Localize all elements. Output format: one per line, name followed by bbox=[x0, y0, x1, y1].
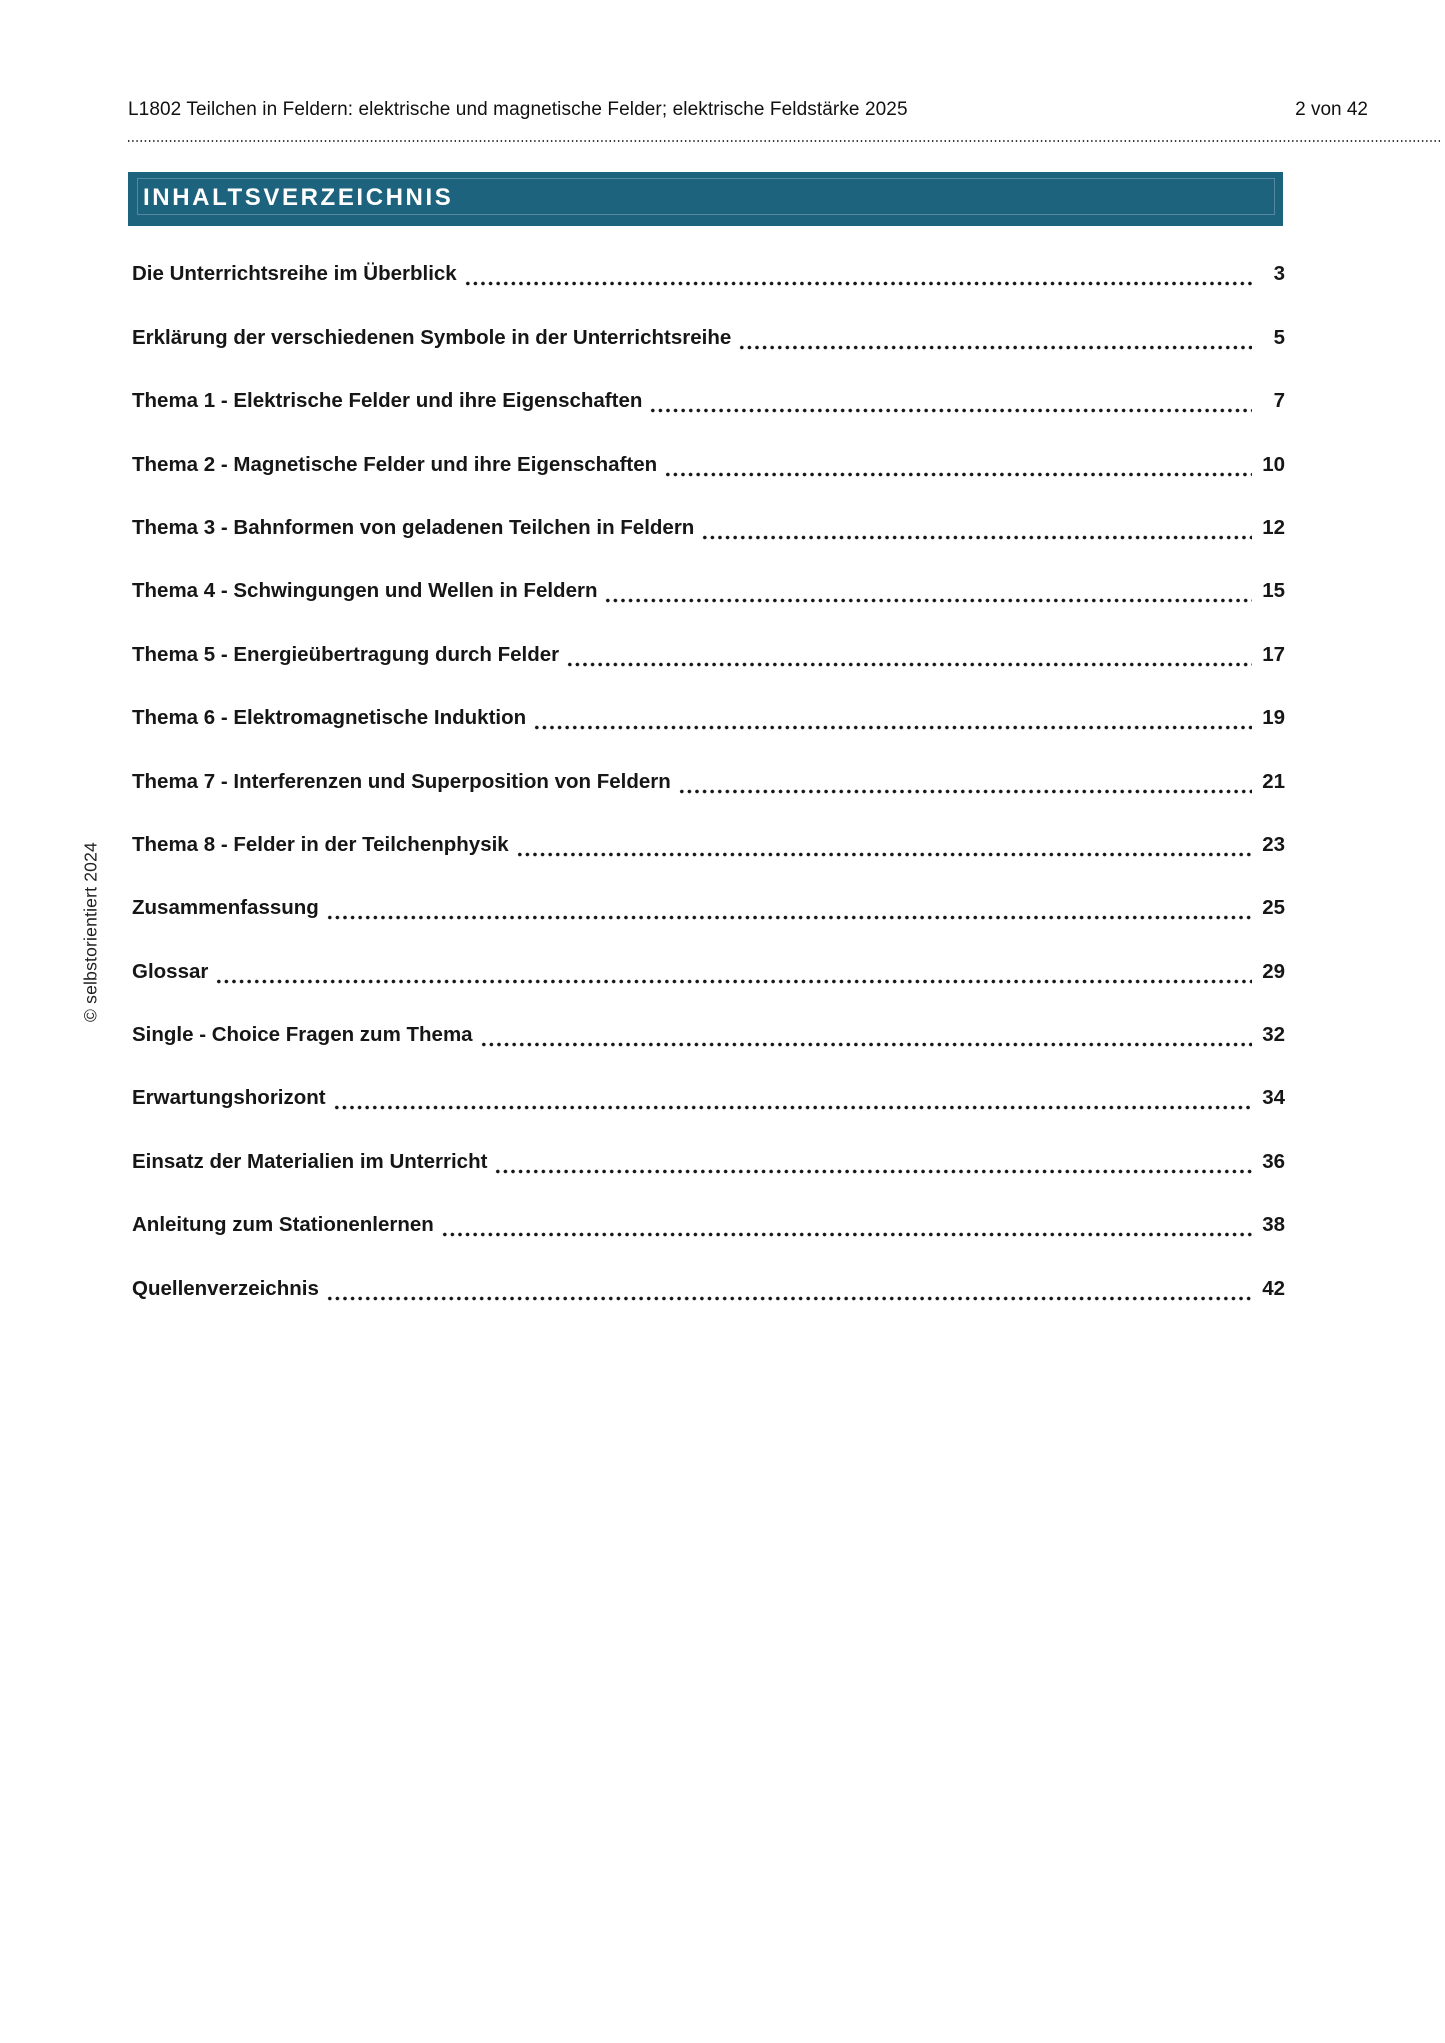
toc-entry-row bbox=[132, 1190, 1285, 1253]
toc-entry-label: Thema 3 - Bahnformen von geladenen Teilchen in Feldern bbox=[132, 515, 695, 539]
toc-entry-row bbox=[132, 366, 1285, 429]
toc-entry-row bbox=[132, 302, 1285, 365]
toc-dot-leader bbox=[441, 1211, 1252, 1237]
toc-entry-label: Single - Choice Fragen zum Thema bbox=[132, 1023, 473, 1047]
toc-dot-leader bbox=[738, 324, 1252, 350]
toc-dot-leader bbox=[333, 1084, 1252, 1110]
toc-entry-page-number: 32 bbox=[1262, 1023, 1285, 1047]
toc-entry-row bbox=[132, 239, 1285, 302]
toc-entry-page-number: 42 bbox=[1262, 1276, 1285, 1300]
toc-entry-page-number: 29 bbox=[1262, 959, 1285, 983]
toc-dot-leader bbox=[533, 704, 1252, 730]
toc-entry-row bbox=[132, 746, 1285, 809]
toc-entry-page-number: 21 bbox=[1262, 769, 1285, 793]
toc-dot-leader bbox=[649, 387, 1252, 413]
toc-entry-label: Thema 4 - Schwingungen und Wellen in Feldern bbox=[132, 579, 598, 603]
toc-entry-row bbox=[132, 1253, 1285, 1316]
toc-entry-page-number: 3 bbox=[1273, 262, 1285, 286]
toc-entry-label: Erklärung der verschiedenen Symbole in der Unterrichtsreihe bbox=[132, 325, 732, 349]
toc-dot-leader bbox=[566, 641, 1252, 667]
toc-entry-row bbox=[132, 1063, 1285, 1126]
toc-entry-label: Glossar bbox=[132, 959, 209, 983]
toc-entry-page-number: 23 bbox=[1262, 832, 1285, 856]
toc-entry-label: Thema 6 - Elektromagnetische Induktion bbox=[132, 706, 527, 730]
toc-entry-page-number: 38 bbox=[1262, 1213, 1285, 1237]
toc-heading-label: INHALTSVERZEICHNIS bbox=[143, 183, 454, 211]
page-number-indicator: 2 von 42 bbox=[1295, 99, 1368, 120]
toc-entry-label: Thema 1 - Elektrische Felder und ihre Eigenschaften bbox=[132, 389, 643, 413]
running-header bbox=[128, 98, 1368, 123]
toc-entry-label: Die Unterrichtsreihe im Überblick bbox=[132, 262, 457, 286]
toc-entry-label: Thema 2 - Magnetische Felder und ihre Eigenschaften bbox=[132, 452, 658, 476]
toc-entry-label: Thema 8 - Felder in der Teilchenphysik bbox=[132, 832, 509, 856]
toc-list bbox=[132, 239, 1285, 1317]
toc-entry-row bbox=[132, 683, 1285, 746]
toc-entry-page-number: 19 bbox=[1262, 706, 1285, 730]
toc-entry-page-number: 12 bbox=[1262, 515, 1285, 539]
toc-entry-page-number: 10 bbox=[1262, 452, 1285, 476]
toc-dot-leader bbox=[604, 577, 1252, 603]
toc-dot-leader bbox=[664, 451, 1252, 477]
document-header-title: L1802 Teilchen in Feldern: elektrische und magnetische Felder; elektrische Feldstärke 2025 bbox=[128, 99, 908, 120]
toc-entry-label: Anleitung zum Stationenlernen bbox=[132, 1213, 434, 1237]
toc-entry-row bbox=[132, 1000, 1285, 1063]
toc-dot-leader bbox=[494, 1148, 1252, 1174]
toc-entry-label: Quellenverzeichnis bbox=[132, 1276, 319, 1300]
toc-entry-page-number: 15 bbox=[1262, 579, 1285, 603]
toc-entry-row bbox=[132, 429, 1285, 492]
toc-dot-leader bbox=[678, 768, 1252, 794]
toc-dot-leader bbox=[701, 514, 1252, 540]
toc-entry-page-number: 34 bbox=[1262, 1086, 1285, 1110]
toc-entry-page-number: 5 bbox=[1273, 325, 1285, 349]
toc-dot-leader bbox=[464, 260, 1252, 286]
toc-entry-row bbox=[132, 556, 1285, 619]
toc-dot-leader bbox=[326, 894, 1252, 920]
toc-entry-row bbox=[132, 1126, 1285, 1189]
toc-entry-page-number: 7 bbox=[1273, 389, 1285, 413]
toc-entry-label: Erwartungshorizont bbox=[132, 1086, 326, 1110]
toc-entry-page-number: 36 bbox=[1262, 1149, 1285, 1173]
toc-entry-label: Zusammenfassung bbox=[132, 896, 319, 920]
toc-entry-row bbox=[132, 810, 1285, 873]
toc-entry-label: Thema 7 - Interferenzen und Superposition von Feldern bbox=[132, 769, 671, 793]
toc-entry-page-number: 25 bbox=[1262, 896, 1285, 920]
toc-entry-label: Einsatz der Materialien im Unterricht bbox=[132, 1149, 488, 1173]
toc-dot-leader bbox=[326, 1275, 1252, 1301]
vertical-copyright-text: © selbstorientiert 2024 bbox=[80, 842, 101, 1022]
toc-dot-leader bbox=[516, 831, 1252, 857]
toc-heading-banner bbox=[128, 172, 1283, 226]
toc-dot-leader bbox=[215, 958, 1252, 984]
toc-dot-leader bbox=[480, 1021, 1252, 1047]
toc-entry-row bbox=[132, 873, 1285, 936]
toc-entry-page-number: 17 bbox=[1262, 642, 1285, 666]
toc-entry-label: Thema 5 - Energieübertragung durch Felder bbox=[132, 642, 560, 666]
toc-entry-row bbox=[132, 619, 1285, 682]
toc-entry-row bbox=[132, 493, 1285, 556]
header-dotted-rule bbox=[128, 140, 1440, 142]
toc-entry-row bbox=[132, 936, 1285, 999]
